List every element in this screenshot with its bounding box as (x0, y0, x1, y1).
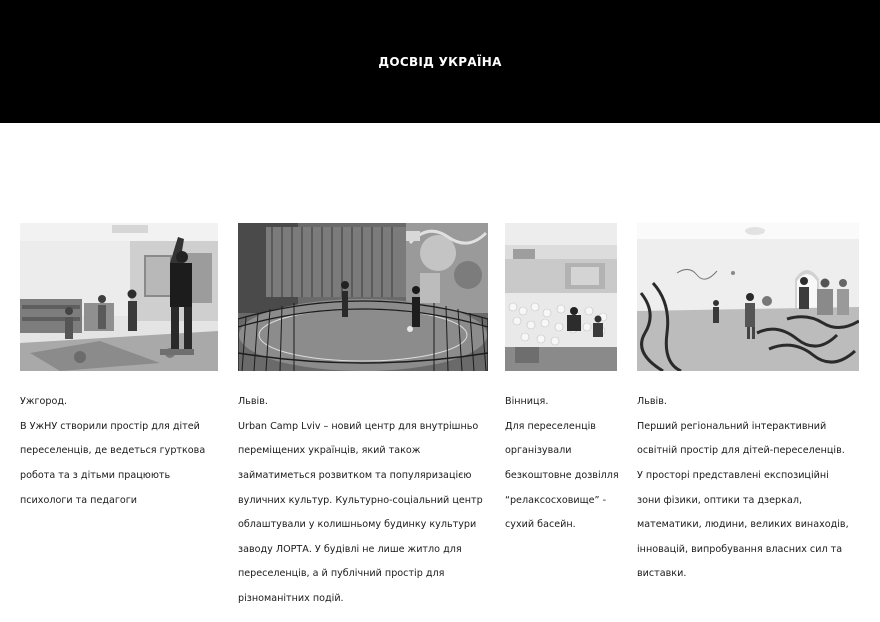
header-banner (0, 0, 880, 123)
caption-line: Львів. (238, 396, 268, 408)
dry-ball-pool-photo (505, 223, 617, 371)
caption-line: заводу ЛОРТА. У будівлі не лише житло для (238, 543, 462, 555)
caption-line: Для переселенців (505, 420, 596, 432)
caption-line: виставки. (637, 568, 687, 580)
caption-line: Ужгород. (20, 396, 68, 408)
caption-line: безкоштовне дозвілля (505, 470, 619, 482)
caption-line: сухий басейн. (505, 519, 576, 531)
page-title: ДОСВІД УКРАЇНА (378, 55, 502, 69)
caption-line: переміщених українців, який також (238, 445, 421, 457)
card-lviv-interactive-space (637, 223, 859, 593)
caption-lviv-interactive-space (637, 384, 859, 593)
caption-line: займатиметься розвитком та популяризацією (238, 470, 472, 482)
caption-line: В УжНУ створили простір для дітей (20, 420, 200, 432)
caption-line: Перший регіональний інтерактивний (637, 420, 827, 432)
caption-line: “релаксосховище” - (505, 494, 607, 506)
children-exercising-room-photo (20, 223, 218, 371)
card-lviv-urban-camp (238, 223, 488, 618)
caption-vinnytsia (505, 384, 617, 544)
caption-line: переселенців, де ведеться гурткова (20, 445, 206, 457)
caption-line: Львів. (637, 396, 667, 408)
caption-line: переселенців, а й публічний простір для (238, 568, 445, 580)
card-uzhhorod (20, 223, 218, 519)
caption-line: освітній простір для дітей-переселенців. (637, 445, 845, 457)
caption-uzhhorod (20, 384, 218, 519)
caption-line: психологи та педагоги (20, 494, 138, 506)
caption-line: облаштували у колишньому будинку культури (238, 519, 477, 531)
caption-line: У просторі представлені експозиційні (637, 470, 829, 482)
caption-line: Urban Camp Lviv – новий центр для внутрішньо (238, 420, 479, 432)
caption-line: робота та з дітьми працюють (20, 470, 171, 482)
caption-line: зони фізики, оптики та дзеркал, (637, 494, 803, 506)
caption-line: інновацій, випробування власних сил та (637, 543, 843, 555)
caption-line: організували (505, 445, 572, 457)
caption-line: математики, людини, великих винаходів, (637, 519, 849, 531)
caption-line: різноманітних подій. (238, 593, 344, 605)
interactive-exhibition-hall-photo (637, 223, 859, 371)
urban-camp-football-cage-photo (238, 223, 488, 371)
caption-line: вуличних культур. Культурно-соціальний центр (238, 494, 483, 506)
card-vinnytsia (505, 223, 617, 544)
caption-line: Вінниця. (505, 396, 549, 408)
caption-lviv-urban-camp (238, 384, 488, 618)
